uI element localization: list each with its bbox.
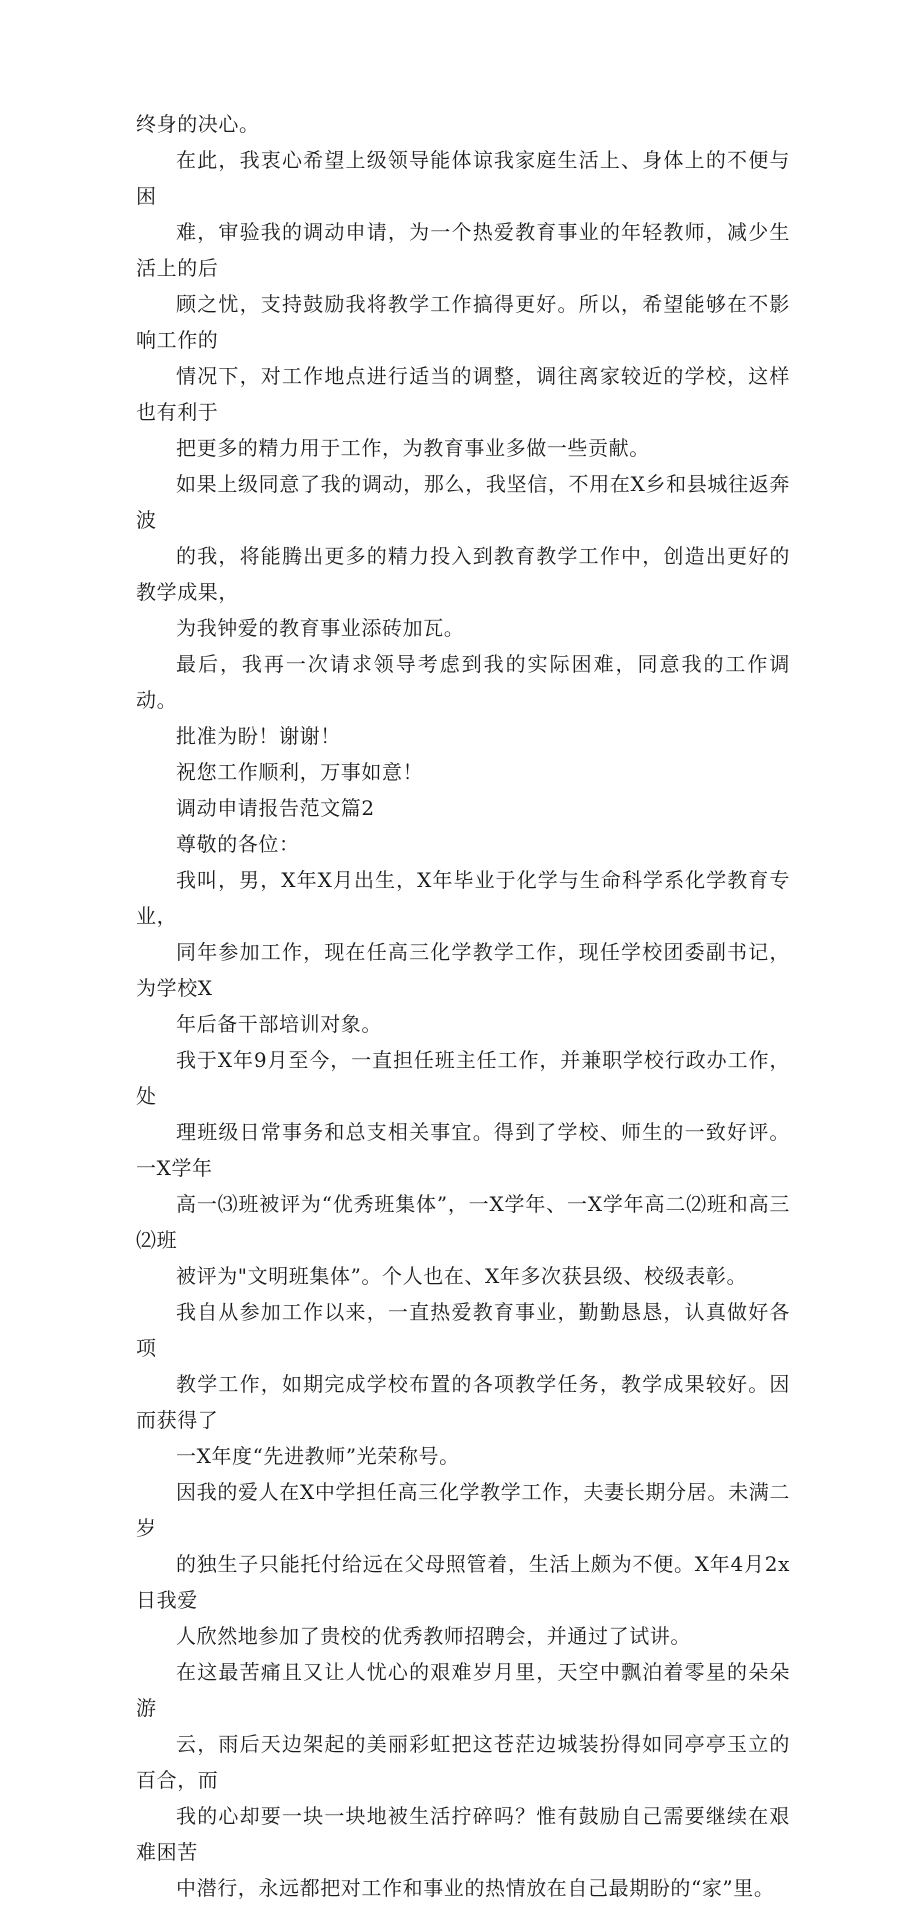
text-line: 人欣然地参加了贵校的优秀教师招聘会，并通过了试讲。 (176, 1624, 691, 1648)
text-line: 理班级日常事务和总支相关事宜。得到了学校、师生的一致好评。一X学年 (136, 1120, 790, 1180)
text-line: 情况下，对工作地点进行适当的调整，调往离家较近的学校，这样也有利于 (136, 364, 790, 424)
text-line: 为我钟爱的教育事业添砖加瓦。 (176, 616, 465, 640)
paragraph (136, 754, 790, 790)
paragraph (136, 1654, 790, 1906)
text-line: 批准为盼！谢谢！ (176, 724, 341, 748)
text-line: 在此，我衷心希望上级领导能体谅我家庭生活上、身体上的不便与困 (136, 148, 790, 208)
paragraph (136, 1474, 790, 1654)
text-line: 我自从参加工作以来，一直热爱教育事业，勤勤恳恳，认真做好各项 (136, 1300, 790, 1360)
paragraph (136, 646, 790, 754)
paragraph (136, 466, 790, 646)
text-line: 一X年度“先进教师”光荣称号。 (176, 1444, 460, 1468)
text-line: 祝您工作顺利，万事如意！ (176, 760, 424, 784)
text-line: 中潜行，永远都把对工作和事业的热情放在自己最期盼的“家”里。 (176, 1876, 775, 1900)
text-line: 最后，我再一次请求领导考虑到我的实际困难，同意我的工作调动。 (136, 652, 790, 712)
paragraph (136, 1294, 790, 1474)
paragraph (136, 1042, 790, 1294)
text-line: 我叫，男，X年X月出生，X年毕业于化学与生命科学系化学教育专业， (136, 868, 790, 928)
text-line: 尊敬的各位： (176, 832, 300, 856)
text-line: 顾之忧，支持鼓励我将教学工作搞得更好。所以，希望能够在不影响工作的 (136, 292, 790, 352)
paragraph (136, 790, 790, 826)
text-line: 我于X年9月至今，一直担任班主任工作，并兼职学校行政办工作，处 (136, 1048, 790, 1108)
document-body (136, 106, 790, 1906)
text-line: 如果上级同意了我的调动，那么，我坚信，不用在X乡和县城往返奔波 (136, 472, 790, 532)
text-line: 调动申请报告范文篇2 (176, 796, 375, 820)
paragraph (136, 862, 790, 1042)
paragraph (136, 106, 790, 142)
text-line: 我的心却要一块一块地被生活拧碎吗？惟有鼓励自己需要继续在艰难困苦 (136, 1804, 790, 1864)
text-line: 教学工作，如期完成学校布置的各项教学任务，教学成果较好。因而获得了 (136, 1372, 790, 1432)
text-line: 把更多的精力用于工作，为教育事业多做一些贡献。 (176, 436, 650, 460)
text-line: 难，审验我的调动申请，为一个热爱教育事业的年轻教师，减少生活上的后 (136, 220, 790, 280)
text-line: 终身的决心。 (136, 112, 260, 136)
text-line: 的我，将能腾出更多的精力投入到教育教学工作中，创造出更好的教学成果， (136, 544, 790, 604)
text-line: 高一⑶班被评为“优秀班集体”，一X学年、一X学年高二⑵班和高三⑵班 (136, 1192, 790, 1252)
paragraph (136, 826, 790, 862)
paragraph (136, 142, 790, 466)
text-line: 在这最苦痛且又让人忧心的艰难岁月里，天空中飘泊着零星的朵朵游 (136, 1660, 790, 1720)
text-line: 因我的爱人在X中学担任高三化学教学工作，夫妻长期分居。未满二岁 (136, 1480, 790, 1540)
text-line: 年后备干部培训对象。 (176, 1012, 382, 1036)
text-line: 被评为"文明班集体”。个人也在、X年多次获县级、校级表彰。 (176, 1264, 748, 1288)
text-line: 同年参加工作，现在任高三化学教学工作，现任学校团委副书记，为学校X (136, 940, 790, 1000)
text-line: 的独生子只能托付给远在父母照管着，生活上颇为不便。X年4月2x日我爱 (136, 1552, 790, 1612)
text-line: 云，雨后天边架起的美丽彩虹把这苍茫边城装扮得如同亭亭玉立的百合，而 (136, 1732, 790, 1792)
